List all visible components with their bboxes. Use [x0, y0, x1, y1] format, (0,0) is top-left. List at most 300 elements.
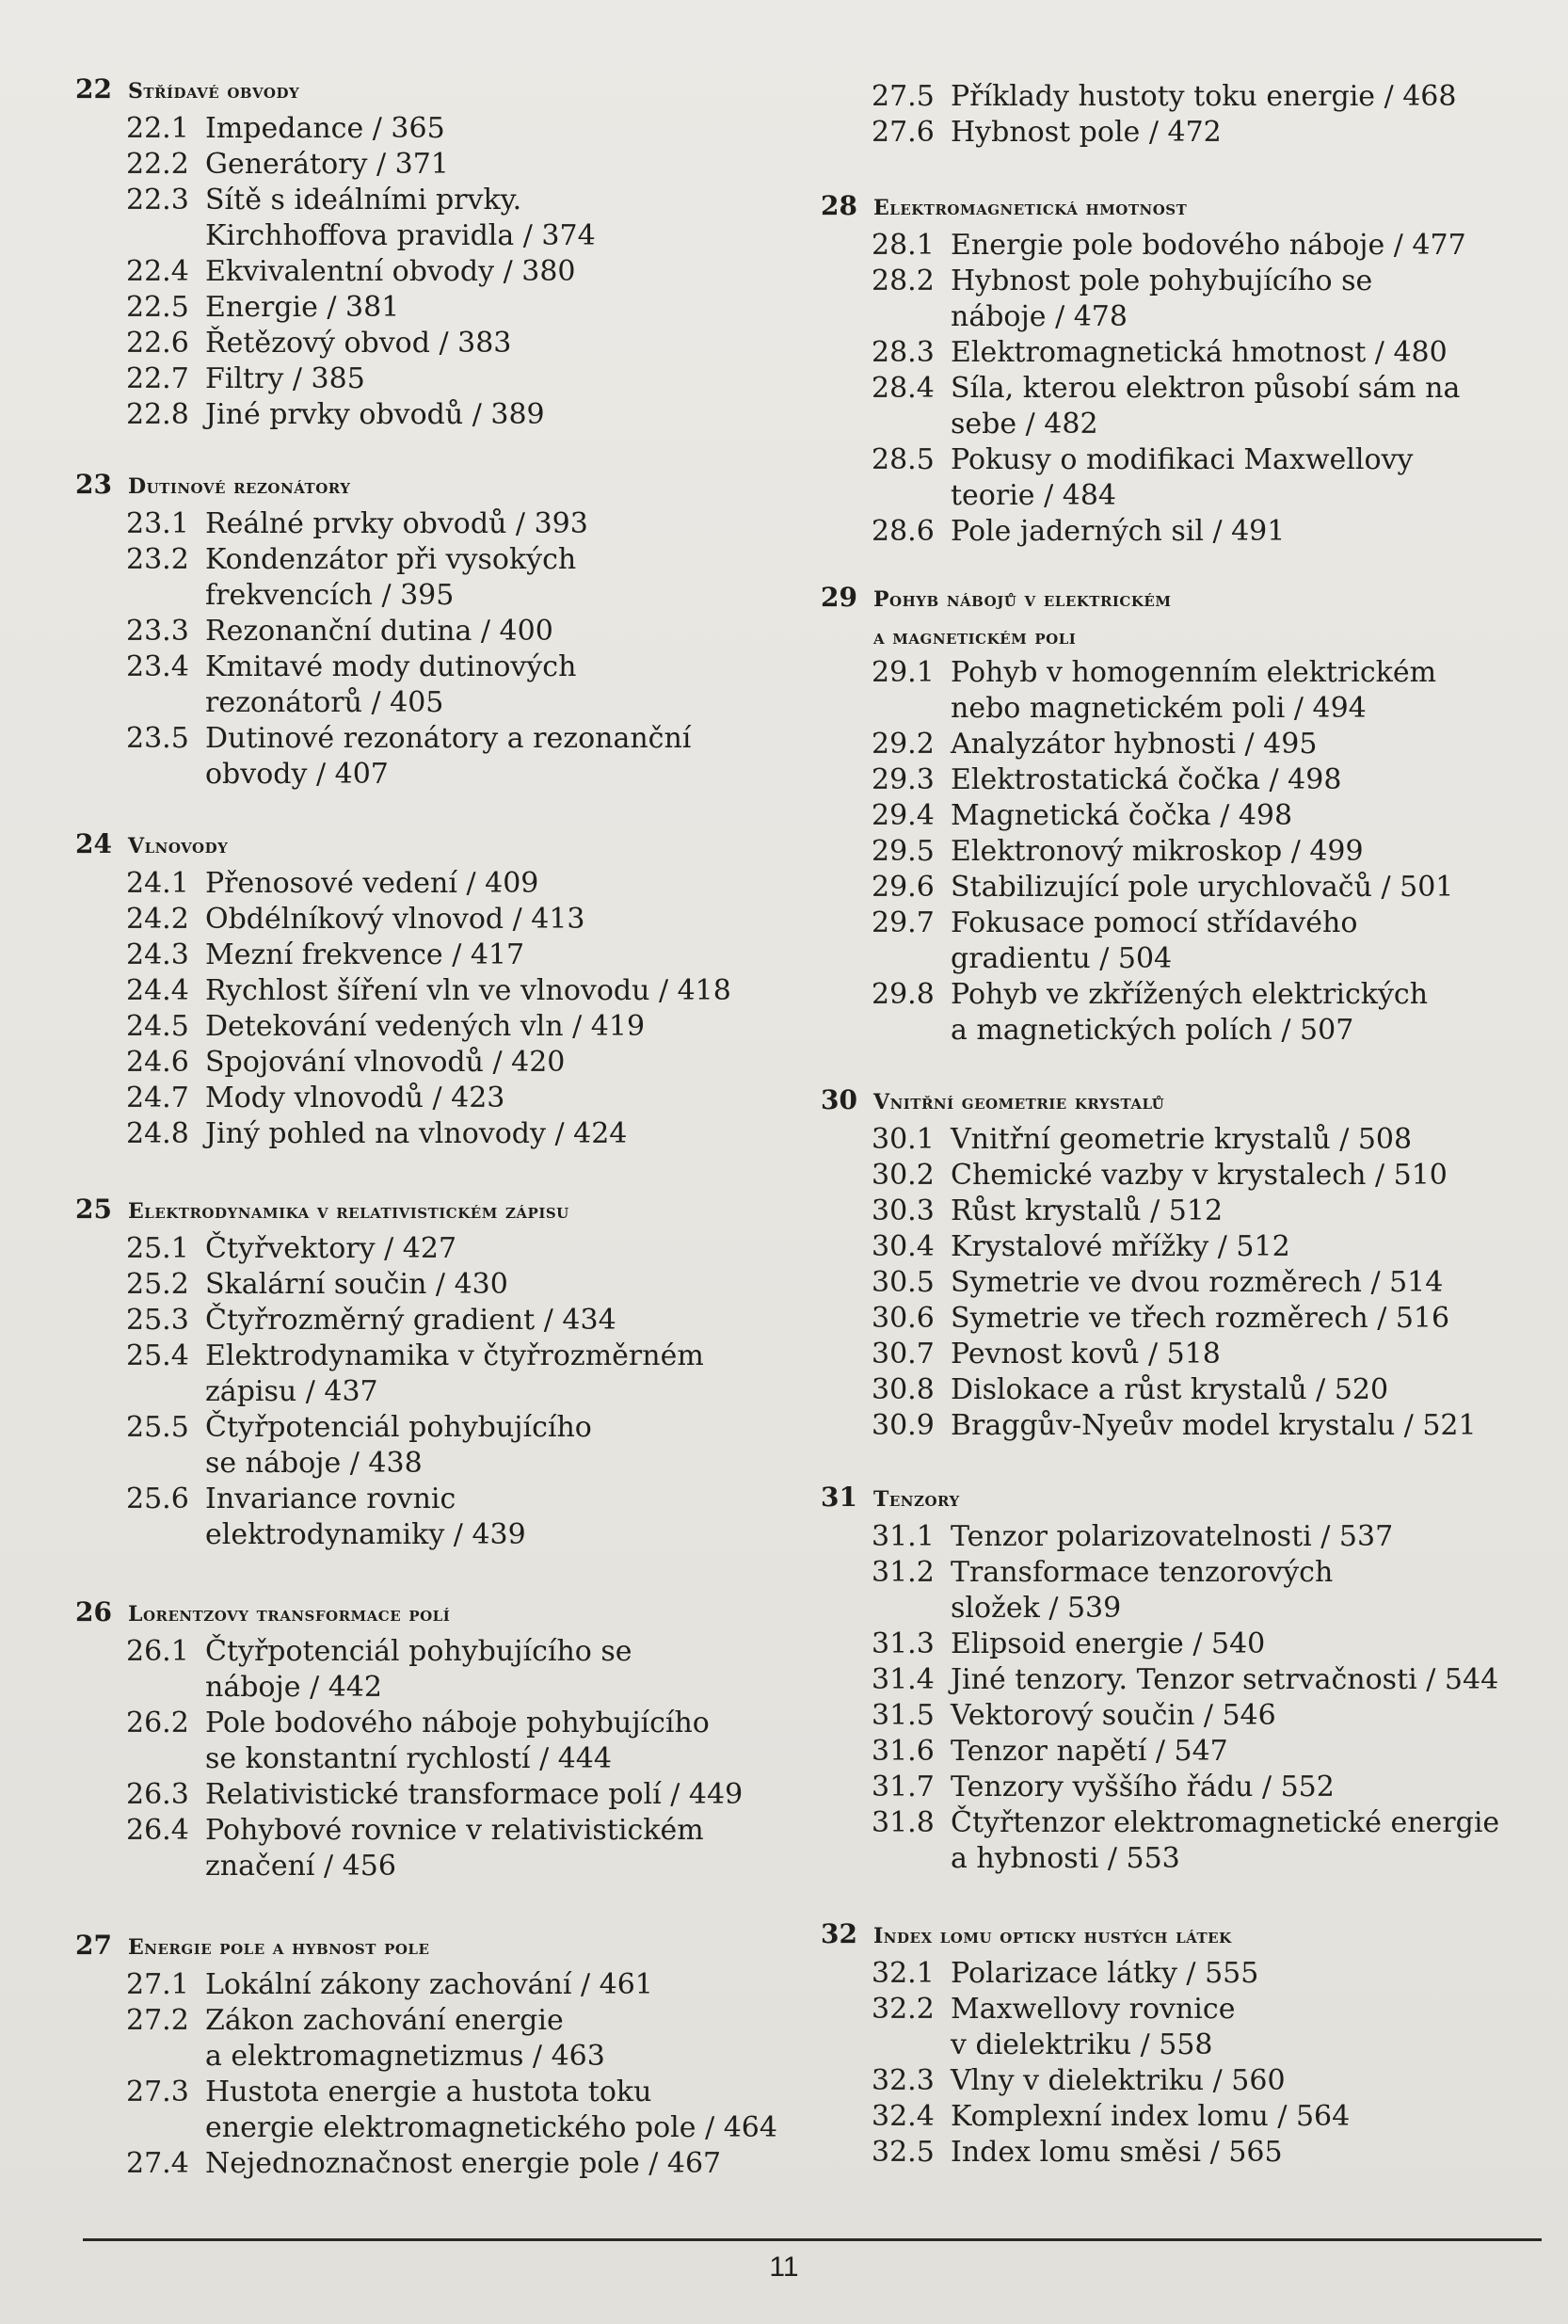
section-title-line: Příklady hustoty toku energie / 468: [951, 80, 1457, 113]
section-title: [205, 614, 553, 649]
section-title-line: značení / 456: [205, 1850, 396, 1883]
section-title-line: Ekvivalentní obvody / 380: [205, 255, 576, 288]
section-number: 22.2: [126, 148, 189, 181]
section-number: 30.7: [872, 1338, 935, 1370]
toc-entry[interactable]: [821, 442, 1545, 514]
section-title: [951, 371, 1460, 442]
section-number: 27.2: [126, 2004, 189, 2037]
section-number: 25.1: [126, 1232, 189, 1265]
section-number: 29.7: [872, 906, 935, 939]
toc-entry[interactable]: [821, 79, 1545, 115]
toc-entry[interactable]: [821, 2099, 1545, 2135]
toc-entry[interactable]: [821, 1698, 1545, 1734]
section-title-line: v dielektriku / 558: [951, 2028, 1213, 2061]
section-title: [205, 1338, 704, 1410]
section-title-line: Invariance rovnic: [205, 1483, 456, 1515]
section-number: 23.4: [126, 650, 189, 683]
section-title-line: Polarizace látky / 555: [951, 1957, 1259, 1990]
section-number: 24.5: [126, 1010, 189, 1043]
toc-entry[interactable]: [821, 1662, 1545, 1698]
section-number: 24.1: [126, 867, 189, 900]
section-number: 22.4: [126, 255, 189, 288]
section-number: 29.2: [872, 728, 935, 761]
chapter-title-continued: a magnetickém poli: [873, 625, 1077, 649]
section-title: [205, 866, 538, 902]
section-title-line: Kondenzátor při vysokých: [205, 543, 577, 576]
toc-entry[interactable]: [821, 870, 1545, 906]
section-number: 22.5: [126, 291, 189, 324]
section-title: [951, 1229, 1290, 1265]
chapter-heading: [821, 190, 1545, 228]
section-title: [205, 1303, 616, 1338]
section-number: 29.1: [872, 656, 935, 689]
section-title-line: Krystalové mřížky / 512: [951, 1230, 1290, 1263]
section-number: 31.2: [872, 1556, 935, 1589]
toc-entry[interactable]: [75, 2075, 809, 2146]
section-title: [951, 442, 1413, 514]
section-number: 24.7: [126, 1082, 189, 1114]
chapter-title: Lorentzovy transformace polí: [128, 1602, 451, 1627]
section-number: 28.1: [872, 229, 935, 262]
chapter-heading: [75, 1596, 809, 1634]
section-title: [951, 1734, 1228, 1770]
toc-entry[interactable]: [821, 2135, 1545, 2171]
toc-entry[interactable]: [75, 1231, 809, 1267]
section-title-line: a hybnosti / 553: [951, 1842, 1180, 1875]
section-title: [205, 1267, 508, 1303]
section-title: [951, 1265, 1443, 1301]
section-title-line: Chemické vazby v krystalech / 510: [951, 1159, 1448, 1192]
toc-entry[interactable]: [75, 506, 809, 542]
section-title-line: složek / 539: [951, 1592, 1122, 1625]
section-title-line: Index lomu směsi / 565: [951, 2136, 1283, 2169]
toc-entry[interactable]: [821, 1519, 1545, 1555]
section-title-line: Dislokace a růst krystalů / 520: [951, 1373, 1389, 1406]
section-title-line: Symetrie ve dvou rozměrech / 514: [951, 1266, 1444, 1299]
section-number: 30.4: [872, 1230, 935, 1263]
toc-entry[interactable]: [821, 1229, 1545, 1265]
toc-entry[interactable]: [75, 1410, 809, 1482]
section-title: [205, 1116, 627, 1152]
section-number: 26.3: [126, 1778, 189, 1811]
section-title-line: Reálné prvky obvodů / 393: [205, 507, 588, 540]
section-number: 27.5: [872, 80, 935, 113]
section-title: [205, 1967, 653, 2003]
section-title: [205, 361, 365, 397]
section-number: 30.1: [872, 1123, 935, 1156]
toc-entry[interactable]: [821, 228, 1545, 264]
section-title: [205, 1081, 504, 1116]
section-title-line: Hustota energie a hustota toku: [205, 2076, 652, 2108]
section-title-line: energie elektromagnetického pole / 464: [205, 2111, 777, 2144]
section-title: [951, 1805, 1499, 1877]
toc-entry[interactable]: [75, 721, 809, 793]
section-number: 29.8: [872, 978, 935, 1011]
section-title: [205, 1410, 592, 1482]
toc-entry[interactable]: [75, 1634, 809, 1706]
section-title-line: Pohyb v homogenním elektrickém: [951, 656, 1437, 689]
section-number: 30.8: [872, 1373, 935, 1406]
section-title: [951, 906, 1357, 977]
toc-entry[interactable]: [75, 1967, 809, 2003]
section-number: 23.2: [126, 543, 189, 576]
toc-entry[interactable]: [821, 1992, 1545, 2063]
section-title-line: Maxwellovy rovnice: [951, 1993, 1236, 2026]
section-title-line: Kmitavé mody dutinových: [205, 650, 577, 683]
toc-chapter-30: [821, 1084, 1545, 1444]
section-title: [951, 1662, 1498, 1698]
section-number: 25.2: [126, 1268, 189, 1301]
section-title-line: sebe / 482: [951, 408, 1098, 441]
section-title-line: Pevnost kovů / 518: [951, 1338, 1221, 1370]
toc-entry[interactable]: [75, 649, 809, 721]
section-title-line: náboje / 442: [205, 1671, 382, 1704]
section-title: [951, 514, 1285, 550]
section-number: 24.6: [126, 1046, 189, 1079]
section-title: [205, 2003, 605, 2075]
section-title-line: Pole jaderných sil / 491: [951, 515, 1286, 548]
toc-entry[interactable]: [821, 1158, 1545, 1194]
section-number: 25.5: [126, 1411, 189, 1444]
section-title: [205, 1813, 704, 1884]
toc-entry[interactable]: [821, 1265, 1545, 1301]
section-number: 29.4: [872, 799, 935, 832]
section-title: [205, 1045, 565, 1081]
section-title-line: Komplexní index lomu / 564: [951, 2100, 1351, 2133]
chapter-title: Vnitřní geometrie krystalů: [873, 1090, 1165, 1114]
section-title-line: Energie / 381: [205, 291, 400, 324]
section-number: 30.3: [872, 1194, 935, 1227]
toc-entry[interactable]: [821, 834, 1545, 870]
section-number: 28.6: [872, 515, 935, 548]
section-title-line: obvody / 407: [205, 758, 389, 791]
section-number: 32.3: [872, 2064, 935, 2097]
toc-entry[interactable]: [75, 183, 809, 254]
section-title-line: Hybnost pole / 472: [951, 116, 1222, 149]
chapter-title: Vlnovody: [128, 834, 229, 858]
chapter-title: Tenzory: [873, 1487, 960, 1512]
toc-entry[interactable]: [821, 906, 1545, 977]
toc-entry[interactable]: [75, 326, 809, 361]
section-title-line: Analyzátor hybnosti / 495: [951, 728, 1318, 761]
toc-entry[interactable]: [75, 542, 809, 614]
toc-entry[interactable]: [75, 2146, 809, 2182]
section-title-line: Vlny v dielektriku / 560: [951, 2064, 1286, 2097]
section-title-line: Filtry / 385: [205, 362, 365, 395]
toc-entry[interactable]: [75, 1009, 809, 1045]
section-title: [951, 79, 1456, 115]
section-number: 23.5: [126, 722, 189, 755]
section-title-line: rezonátorů / 405: [205, 686, 444, 719]
toc-entry[interactable]: [75, 1303, 809, 1338]
toc-entry[interactable]: [821, 1301, 1545, 1337]
section-title-line: Fokusace pomocí střídavého: [951, 906, 1358, 939]
toc-entry[interactable]: [75, 1706, 809, 1777]
section-title-line: Sítě s ideálními prvky.: [205, 184, 522, 216]
section-title-line: Jiné prvky obvodů / 389: [205, 398, 545, 431]
section-title: [205, 1777, 743, 1813]
section-title-line: Přenosové vedení / 409: [205, 867, 539, 900]
toc-entry[interactable]: [821, 1194, 1545, 1229]
section-number: 22.6: [126, 327, 189, 360]
toc-entry[interactable]: [821, 514, 1545, 550]
toc-entry[interactable]: [75, 290, 809, 326]
section-title-line: Vnitřní geometrie krystalů / 508: [951, 1123, 1413, 1156]
section-title-line: Symetrie ve třech rozměrech / 516: [951, 1302, 1450, 1335]
toc-entry[interactable]: [75, 397, 809, 433]
chapter-heading: [75, 73, 809, 111]
toc-entry[interactable]: [821, 1337, 1545, 1372]
chapter-number: 30: [821, 1084, 857, 1115]
toc-entry[interactable]: [821, 1627, 1545, 1662]
chapter-heading: [821, 1482, 1545, 1519]
section-title-line: Čtyřtenzor elektromagnetické energie: [951, 1806, 1500, 1839]
chapter-heading: [75, 469, 809, 506]
toc-entry[interactable]: [75, 361, 809, 397]
section-title-line: Čtyřpotenciál pohybujícího: [205, 1411, 592, 1444]
section-title-line: Generátory / 371: [205, 148, 449, 181]
section-title: [205, 111, 445, 147]
section-title-line: Rezonanční dutina / 400: [205, 615, 553, 648]
section-number: 22.1: [126, 112, 189, 145]
toc-entry[interactable]: [75, 1116, 809, 1152]
page-number: 11: [769, 2252, 799, 2283]
section-title: [951, 1555, 1333, 1627]
section-title: [951, 264, 1372, 335]
section-title: [205, 721, 691, 793]
toc-entry[interactable]: [75, 1813, 809, 1884]
toc-entry[interactable]: [821, 264, 1545, 335]
section-title: [951, 1992, 1235, 2063]
chapter-number: 28: [821, 190, 857, 221]
section-number: 31.3: [872, 1627, 935, 1660]
section-number: 24.3: [126, 938, 189, 971]
toc-entry[interactable]: [821, 1805, 1545, 1877]
section-title: [205, 1482, 526, 1553]
toc-chapter-26: [75, 1596, 809, 1884]
chapter-title: Dutinové rezonátory: [128, 474, 351, 499]
toc-chapter-23: [75, 469, 809, 793]
section-number: 22.8: [126, 398, 189, 431]
section-title-line: Relativistické transformace polí / 449: [205, 1778, 744, 1811]
section-title: [951, 1194, 1223, 1229]
toc-entry[interactable]: [75, 2003, 809, 2075]
section-title: [951, 1372, 1388, 1408]
section-title-line: Mezní frekvence / 417: [205, 938, 525, 971]
section-title-line: Magnetická čočka / 498: [951, 799, 1293, 832]
section-title-line: Čtyřpotenciál pohybujícího se: [205, 1635, 632, 1668]
section-number: 25.4: [126, 1339, 189, 1372]
section-title: [205, 542, 576, 614]
toc-entry[interactable]: [75, 866, 809, 902]
section-number: 25.6: [126, 1483, 189, 1515]
section-title-line: Dutinové rezonátory a rezonanční: [205, 722, 692, 755]
section-title: [205, 973, 731, 1009]
section-title: [205, 1009, 645, 1045]
chapter-number: 32: [821, 1918, 857, 1949]
section-title: [205, 1231, 456, 1267]
section-number: 32.1: [872, 1957, 935, 1990]
section-number: 29.6: [872, 871, 935, 904]
toc-entry[interactable]: [821, 1372, 1545, 1408]
section-title: [205, 254, 576, 290]
toc-entry[interactable]: [821, 1956, 1545, 1992]
section-title: [951, 655, 1436, 727]
section-title-line: Síla, kterou elektron působí sám na: [951, 372, 1461, 405]
section-title-line: Mody vlnovodů / 423: [205, 1082, 505, 1114]
chapter-title: Elektrodynamika v relativistickém zápisu: [128, 1199, 569, 1224]
section-title: [951, 1698, 1276, 1734]
section-title-line: Nejednoznačnost energie pole / 467: [205, 2147, 722, 2180]
toc-entry[interactable]: [821, 762, 1545, 798]
section-number: 27.4: [126, 2147, 189, 2180]
toc-entry[interactable]: [75, 1482, 809, 1553]
toc-entry[interactable]: [821, 1408, 1545, 1444]
section-number: 23.3: [126, 615, 189, 648]
section-number: 28.3: [872, 336, 935, 369]
toc-entry[interactable]: [821, 798, 1545, 834]
section-title: [951, 834, 1364, 870]
toc-entry[interactable]: [821, 371, 1545, 442]
section-number: 22.7: [126, 362, 189, 395]
section-title: [205, 2146, 721, 2182]
toc-entry[interactable]: [75, 111, 809, 147]
section-title-line: Elektromagnetická hmotnost / 480: [951, 336, 1448, 369]
toc-entry[interactable]: [75, 254, 809, 290]
toc-entry[interactable]: [821, 977, 1545, 1049]
toc-entry[interactable]: [75, 1267, 809, 1303]
section-number: 31.8: [872, 1806, 935, 1839]
section-title: [205, 1706, 710, 1777]
chapter-number: 29: [821, 582, 857, 613]
section-title-line: elektrodynamiky / 439: [205, 1518, 526, 1551]
section-number: 27.1: [126, 1968, 189, 2001]
section-title: [205, 506, 588, 542]
section-number: 24.2: [126, 903, 189, 936]
section-title-line: Rychlost šíření vln ve vlnovodu / 418: [205, 974, 731, 1007]
toc-entry[interactable]: [821, 1122, 1545, 1158]
section-title: [205, 397, 545, 433]
chapter-number: 23: [75, 469, 112, 500]
section-title-line: Zákon zachování energie: [205, 2004, 564, 2037]
section-number: 30.2: [872, 1159, 935, 1192]
section-title-line: Hybnost pole pohybujícího se: [951, 264, 1373, 297]
section-number: 30.5: [872, 1266, 935, 1299]
section-title-line: Čtyřvektory / 427: [205, 1232, 457, 1265]
toc-entry[interactable]: [821, 1555, 1545, 1627]
section-number: 27.6: [872, 116, 935, 149]
section-title-line: Pole bodového náboje pohybujícího: [205, 1707, 710, 1739]
toc-entry[interactable]: [75, 614, 809, 649]
section-title: [205, 2075, 777, 2146]
section-title: [951, 1301, 1449, 1337]
chapter-heading: [821, 1084, 1545, 1122]
toc-entry[interactable]: [821, 727, 1545, 762]
section-title-line: Tenzor napětí / 547: [951, 1735, 1228, 1768]
section-title-line: a elektromagnetizmus / 463: [205, 2040, 605, 2073]
toc-entry[interactable]: [821, 335, 1545, 371]
section-title-line: teorie / 484: [951, 479, 1117, 512]
section-title-line: náboje / 478: [951, 300, 1128, 333]
section-title-line: Pohyb ve zkřížených elektrických: [951, 978, 1429, 1011]
chapter-heading: [75, 828, 809, 866]
section-title: [951, 1408, 1477, 1444]
section-title: [951, 1519, 1393, 1555]
chapter-title: Energie pole a hybnost pole: [128, 1935, 430, 1960]
section-number: 26.4: [126, 1814, 189, 1847]
toc-entry[interactable]: [821, 115, 1545, 151]
section-title-line: Elektrodynamika v čtyřrozměrném: [205, 1339, 704, 1372]
section-title-line: Skalární součin / 430: [205, 1268, 508, 1301]
toc-entry[interactable]: [821, 1734, 1545, 1770]
footer-rule: [83, 2238, 1542, 2241]
section-title-line: Detekování vedených vln / 419: [205, 1010, 646, 1043]
chapter-heading: [821, 582, 1545, 619]
section-title-line: Braggův-Nyeův model krystalu / 521: [951, 1409, 1477, 1442]
chapter-number: 27: [75, 1930, 112, 1961]
toc-entry[interactable]: [821, 1770, 1545, 1805]
section-title: [951, 798, 1292, 834]
section-title-line: nebo magnetickém poli / 494: [951, 692, 1367, 725]
section-title: [951, 2099, 1350, 2135]
toc-entry[interactable]: [821, 655, 1545, 727]
toc-entry[interactable]: [75, 1338, 809, 1410]
section-title: [205, 902, 585, 938]
chapter-title: Pohyb nábojů v elektrickém: [873, 587, 1172, 612]
section-title-line: Růst krystalů / 512: [951, 1194, 1224, 1227]
toc-entry[interactable]: [75, 973, 809, 1009]
chapter-heading: [75, 1930, 809, 1967]
section-number: 32.5: [872, 2136, 935, 2169]
section-title-line: zápisu / 437: [205, 1375, 378, 1408]
chapter-title: Střídavé obvody: [128, 79, 300, 104]
section-title: [951, 1158, 1448, 1194]
section-title-line: a magnetických polích / 507: [951, 1014, 1354, 1047]
toc-entry[interactable]: [75, 1045, 809, 1081]
toc-chapter-27: [75, 1930, 809, 2182]
section-title: [205, 147, 449, 183]
section-title-line: Spojování vlnovodů / 420: [205, 1046, 566, 1079]
toc-entry[interactable]: [75, 1081, 809, 1116]
section-title-line: Lokální zákony zachování / 461: [205, 1968, 653, 2001]
section-title-line: Obdélníkový vlnovod / 413: [205, 903, 585, 936]
section-number: 32.4: [872, 2100, 935, 2133]
section-title-line: Vektorový součin / 546: [951, 1699, 1276, 1732]
section-title: [205, 649, 576, 721]
toc-entry[interactable]: [75, 147, 809, 183]
section-title-line: gradientu / 504: [951, 942, 1173, 975]
section-title: [951, 2135, 1283, 2171]
toc-entry[interactable]: [75, 1777, 809, 1813]
toc-entry[interactable]: [821, 2063, 1545, 2099]
section-title-line: Energie pole bodového náboje / 477: [951, 229, 1466, 262]
toc-entry[interactable]: [75, 938, 809, 973]
section-number: 29.5: [872, 835, 935, 868]
section-title-line: Čtyřrozměrný gradient / 434: [205, 1304, 616, 1337]
chapter-number: 31: [821, 1482, 857, 1513]
toc-chapter-continued: [821, 79, 1545, 151]
toc-chapter-25: [75, 1194, 809, 1553]
section-title-line: Jiný pohled na vlnovody / 424: [205, 1117, 628, 1150]
section-title: [951, 870, 1453, 906]
section-title-line: Tenzor polarizovatelnosti / 537: [951, 1520, 1394, 1553]
section-title: [951, 115, 1222, 151]
section-number: 25.3: [126, 1304, 189, 1337]
section-number: 27.3: [126, 2076, 189, 2108]
toc-entry[interactable]: [75, 902, 809, 938]
section-title-line: se konstantní rychlostí / 444: [205, 1742, 612, 1775]
section-number: 32.2: [872, 1993, 935, 2026]
